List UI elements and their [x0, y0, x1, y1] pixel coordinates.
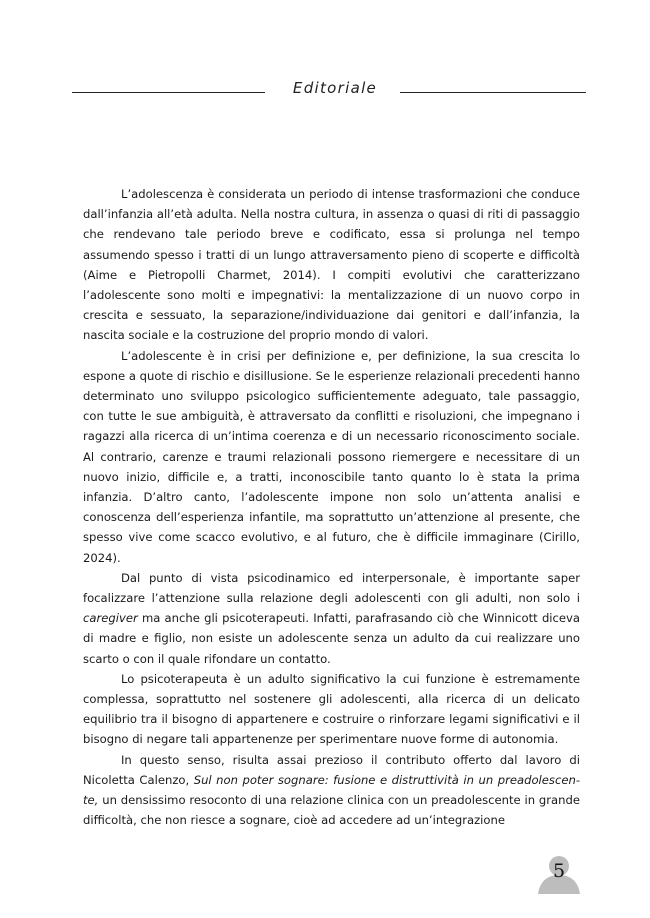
header-rule-left: [72, 92, 265, 93]
paragraph-3-text-a: Dal punto di vista psicodinamico ed interpersonale, è importante saper focalizzare l’attenzione sulla relazione degli adolescenti con gli adulti, non solo i: [83, 570, 580, 606]
paragraph-5-text-b: un densissimo resoconto di una relazione clinica con un preadolescente in grande difficoltà, che non riesce a sognare, cioè ad accedere ad un’integrazione: [83, 793, 580, 828]
paragraph-5-text-a: In questo senso, risulta assai prezioso il contributo offerto dal lavoro di Nicoletta Calenzo,: [83, 752, 580, 787]
paragraph-5: [83, 750, 580, 831]
paragraph-3-italic: caregiver: [83, 611, 138, 626]
paragraph-1: L’adolescenza è considerata un periodo di intense trasformazioni che conduce dall’infanzia all’età adulta. Nella nostra cultura, in assenza o quasi di riti di passaggio che rendevano tale periodo breve e codificato, essa si prolunga nel tempo assumendo spesso i tratti di un lungo attraversamento pieno di scoperte e difficoltà (Aime e Pietropolli Charmet, 2014). I compiti evolutivi che caratterizzano l’adolescente sono molti e impegnativi: la mentalizzazione di un nuovo corpo in crescita e sessuato, la separazione/individuazione dai genitori e dall’infanzia, la nascita sociale e la costruzione del proprio mondo di valori.: [83, 187, 580, 343]
section-title: Editoriale: [292, 79, 378, 97]
editorial-body: [83, 184, 580, 831]
paragraph-3-text-b: ma anche gli psicoterapeuti. Infatti, parafrasando ciò che Winnicott diceva di madre e figlio, non esiste un adolescente senza un adulto da cui realizzare uno scarto o con il quale rifondare un contatto.: [83, 611, 580, 666]
page-number-badge: [536, 854, 582, 894]
paragraph-3: [83, 568, 580, 669]
header-rule-right: [400, 92, 586, 93]
running-header: [72, 78, 586, 98]
paragraph-5-italic: Sul non poter sognare: fusione e distruttività in un preadolescente,: [83, 772, 580, 808]
page-number: 5: [552, 860, 566, 882]
paragraph-4: Lo psicoterapeuta è un adulto significativo la cui funzione è estremamente complessa, soprattutto nel sostenere gli adolescenti, alla ricerca di un delicato equilibrio tra il bisogno di appartenere e costruire o rinforzare legami significativi e il bisogno di negare tali appartenenze per sperimentare nuove forme di autonomia.: [83, 671, 580, 747]
paragraph-2: L’adolescente è in crisi per definizione e, per definizione, la sua crescita lo espone a quote di rischio e disillusione. Se le esperienze relazionali precedenti hanno determinato uno sviluppo psicologico sufficientemente adeguato, tale passaggio, con tutte le sue ambiguità, è attraversato da conflitti e risoluzioni, che impegnano i ragazzi alla ricerca di un’intima coerenza e di un necessario riconoscimento sociale. Al contrario, carenze e traumi relazionali possono riemergere e necessitare di un nuovo inizio, difficile e, a tratti, inconoscibile tanto quanto lo è stata la prima infanzia. D’altro canto, l’adolescente impone non solo un’attenta analisi e conoscenza dell’esperienza infantile, ma soprattutto un’attenzione al presente, che spesso vive come scacco evolutivo, e al futuro, che è difficile immaginare (Cirillo, 2024).: [83, 348, 580, 565]
